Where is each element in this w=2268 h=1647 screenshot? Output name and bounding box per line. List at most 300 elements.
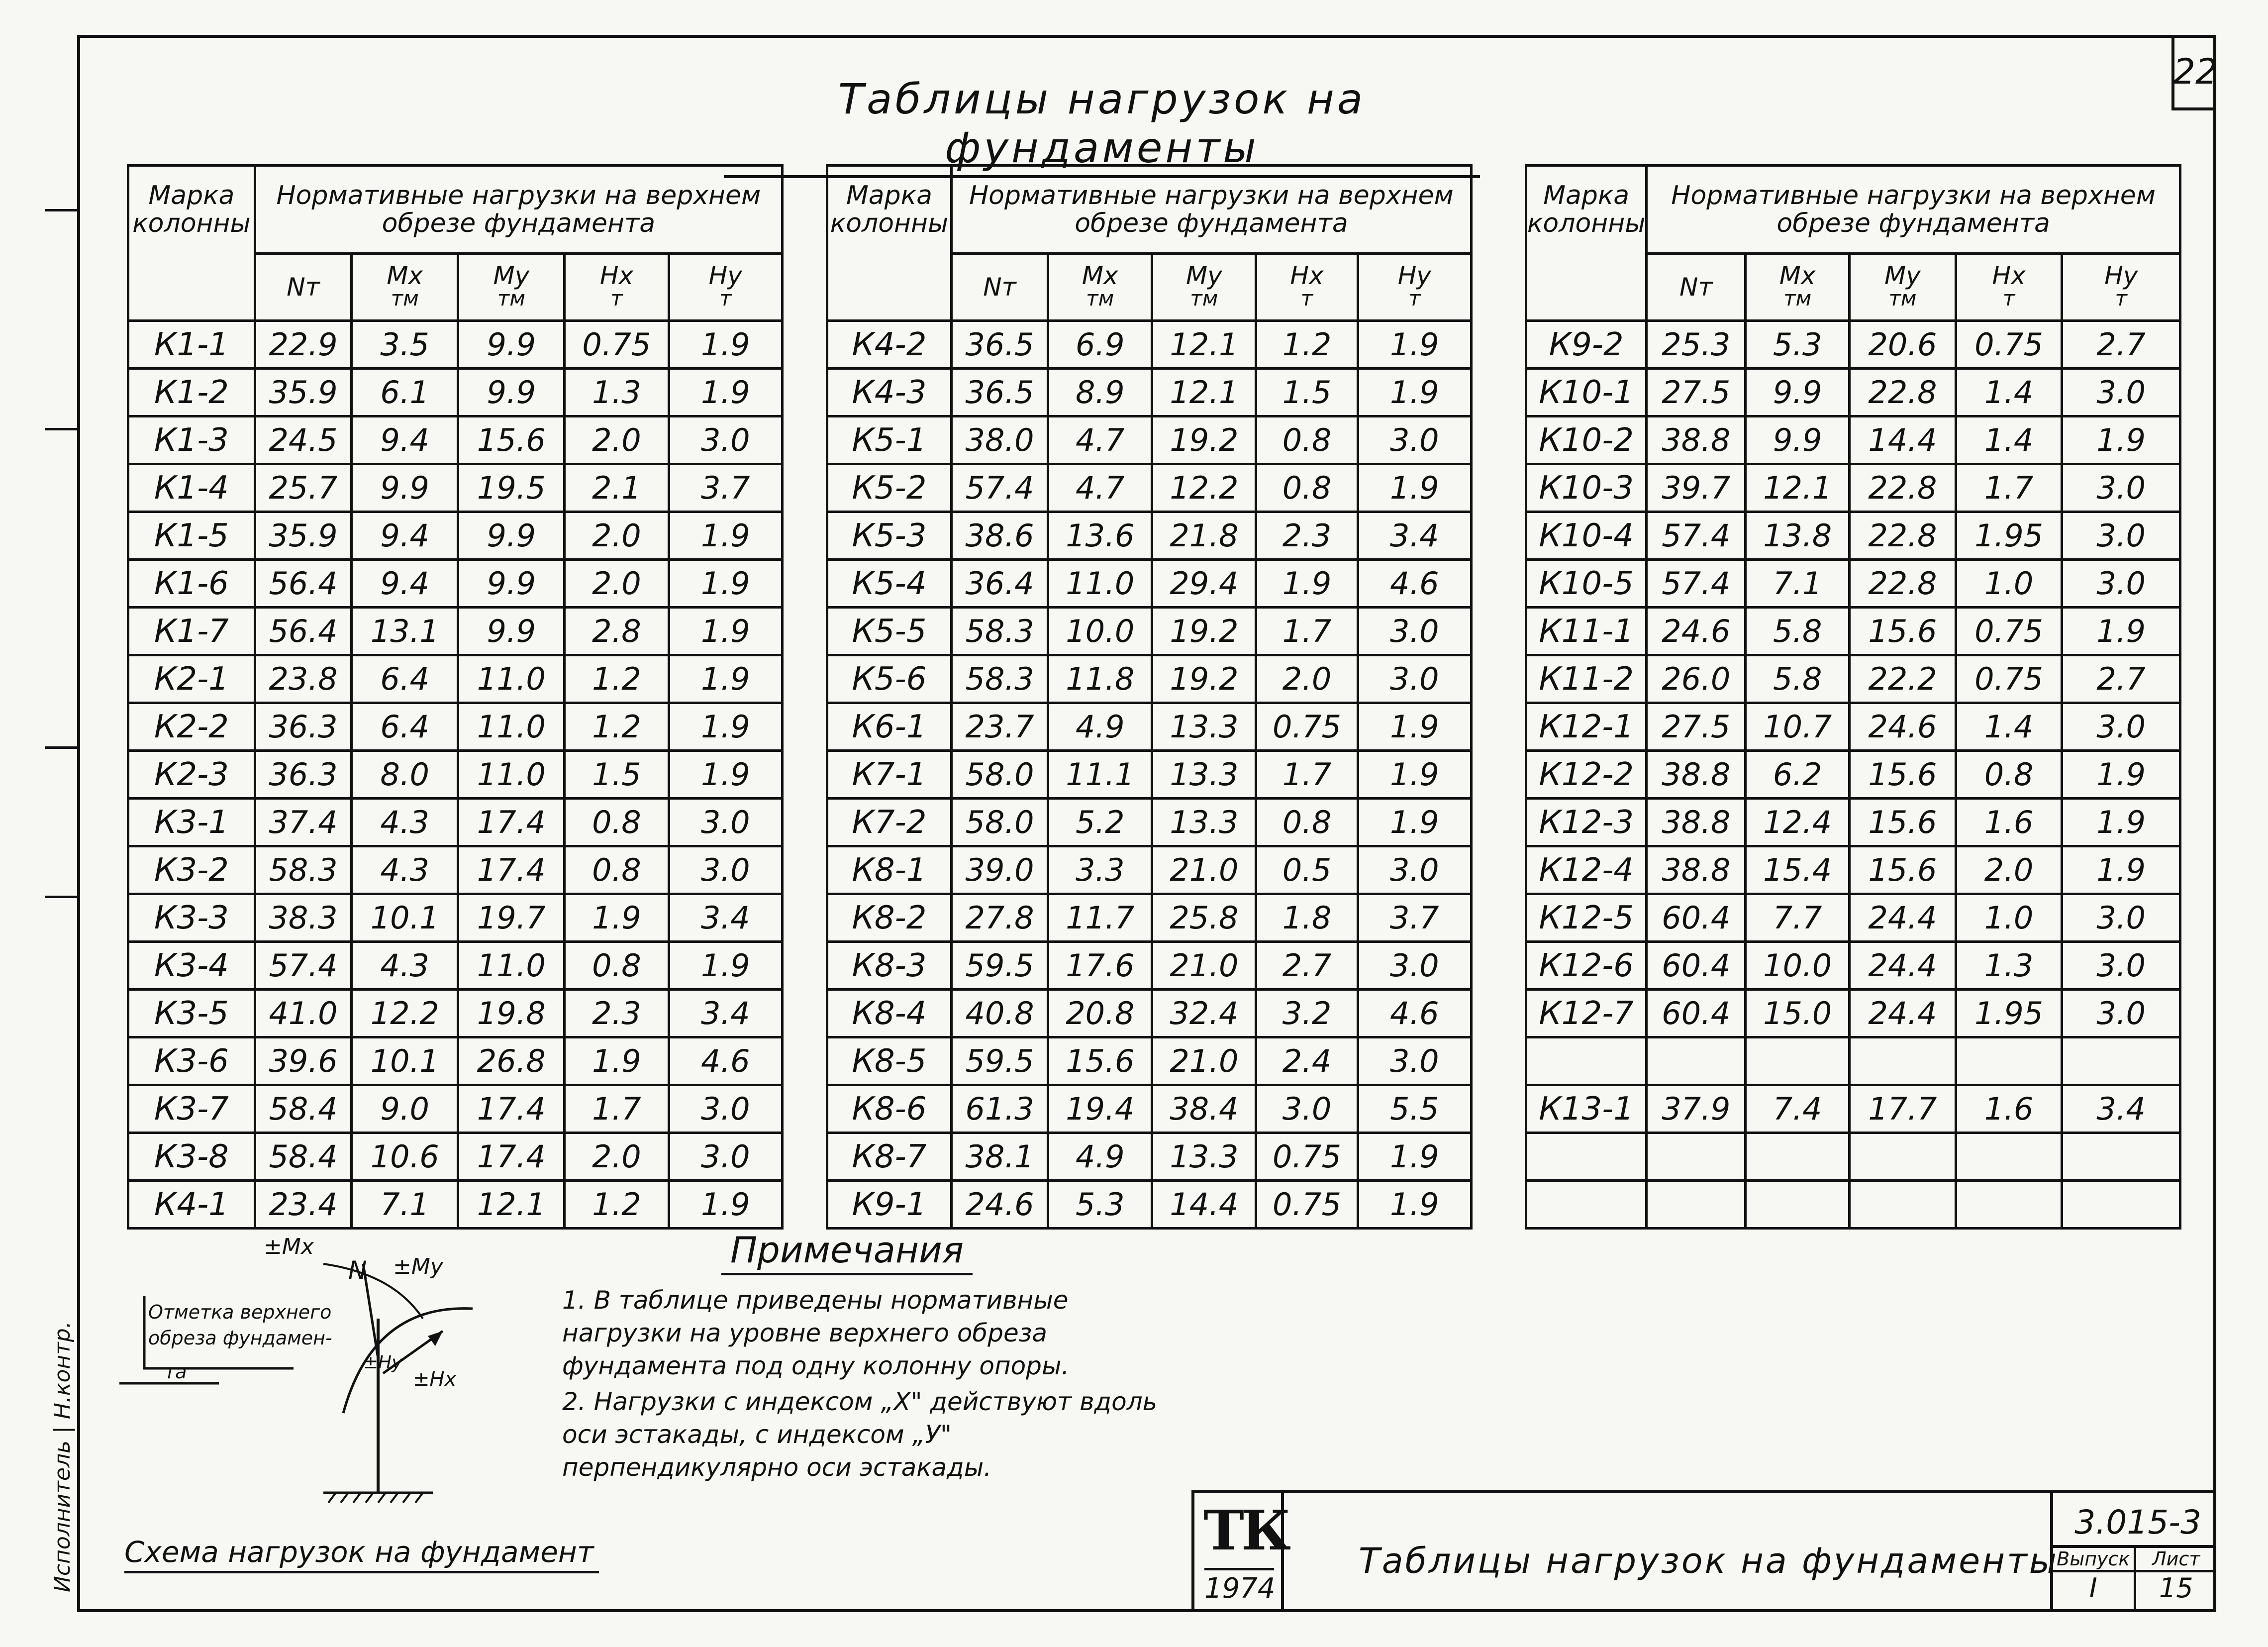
- load-value-cell: 1.9: [1256, 560, 1358, 608]
- table-row: [1526, 942, 2180, 990]
- title-block-meta: [2050, 1493, 2216, 1612]
- notes-text: [562, 1284, 1189, 1487]
- load-value-cell: 24.5: [255, 416, 351, 464]
- loads-group-header: Нормативные нагрузки на верхнем обрезе фундамента: [1647, 166, 2180, 254]
- load-value-cell: 29.4: [1152, 560, 1256, 608]
- table-row: [827, 655, 1472, 703]
- load-value-cell: 15.0: [1746, 990, 1850, 1037]
- load-value-cell: 61.3: [951, 1085, 1048, 1133]
- load-value-cell: 9.9: [458, 608, 565, 655]
- load-value-cell: 27.5: [1647, 703, 1746, 751]
- notes-title: Примечания: [721, 1229, 973, 1275]
- load-value-cell: 40.8: [951, 990, 1048, 1037]
- load-value-cell: 1.9: [1358, 464, 1471, 512]
- load-value-cell: 11.0: [458, 655, 565, 703]
- column-mark-cell: К3-6: [128, 1037, 255, 1085]
- load-value-cell: 12.1: [458, 1181, 565, 1229]
- table-row: [827, 321, 1472, 369]
- table-row: [128, 1037, 783, 1085]
- load-value-cell: 3.0: [2062, 560, 2180, 608]
- load-value-cell: 6.4: [352, 703, 458, 751]
- loads-group-header: Нормативные нагрузки на верхнем обрезе фундамента: [951, 166, 1471, 254]
- load-value-cell: 35.9: [255, 512, 351, 560]
- load-value-cell: 5.8: [1746, 608, 1850, 655]
- load-value-cell: 0.75: [1956, 321, 2062, 369]
- table-row: [128, 703, 783, 751]
- load-value-cell: 1.9: [669, 608, 782, 655]
- load-value-cell: 58.3: [255, 846, 351, 894]
- column-mark-cell: К4-1: [128, 1181, 255, 1229]
- column-mark-cell: К12-3: [1526, 799, 1647, 846]
- load-value-cell: 3.0: [2062, 369, 2180, 416]
- column-mark-cell: К8-2: [827, 894, 952, 942]
- table-row: [827, 846, 1472, 894]
- load-value-cell: 0.75: [1256, 1133, 1358, 1181]
- load-value-cell: 1.95: [1956, 990, 2062, 1037]
- load-value-cell: 23.8: [255, 655, 351, 703]
- column-mark-cell: К3-1: [128, 799, 255, 846]
- load-value-cell: 4.6: [669, 1037, 782, 1085]
- load-value-cell: 1.2: [1256, 321, 1358, 369]
- load-value-cell: 58.4: [255, 1133, 351, 1181]
- load-value-cell: 38.3: [255, 894, 351, 942]
- load-value-cell: 1.7: [565, 1085, 669, 1133]
- load-value-cell: [1956, 1133, 2062, 1181]
- load-value-cell: 9.4: [352, 512, 458, 560]
- load-value-cell: 22.2: [1850, 655, 1956, 703]
- load-value-cell: 5.5: [1358, 1085, 1471, 1133]
- load-value-cell: 2.0: [565, 560, 669, 608]
- load-value-cell: 17.6: [1048, 942, 1152, 990]
- load-value-cell: 10.7: [1746, 703, 1850, 751]
- load-value-cell: 17.4: [458, 799, 565, 846]
- load-value-cell: 1.6: [1956, 1085, 2062, 1133]
- load-value-cell: 1.9: [2062, 846, 2180, 894]
- load-value-cell: 1.9: [1358, 1181, 1471, 1229]
- load-value-cell: 11.0: [458, 942, 565, 990]
- column-mark-cell: К10-3: [1526, 464, 1647, 512]
- load-value-cell: 9.4: [352, 560, 458, 608]
- load-value-cell: 12.1: [1152, 369, 1256, 416]
- table-row: [1526, 751, 2180, 799]
- load-value-cell: 21.0: [1152, 1037, 1256, 1085]
- load-value-cell: 7.1: [1746, 560, 1850, 608]
- diagram-caption: Схема нагрузок на фундамент: [124, 1535, 599, 1573]
- load-value-cell: 3.2: [1256, 990, 1358, 1037]
- table-row: [1526, 655, 2180, 703]
- table-row: [1526, 1133, 2180, 1181]
- loads-table-3: [1525, 164, 2181, 1230]
- column-mark-cell: К8-7: [827, 1133, 952, 1181]
- load-value-cell: 3.5: [352, 321, 458, 369]
- col-header-hx: Hx т: [1956, 254, 2062, 321]
- load-value-cell: 1.7: [1956, 464, 2062, 512]
- load-value-cell: 10.0: [1746, 942, 1850, 990]
- load-value-cell: 7.1: [352, 1181, 458, 1229]
- table-row: [827, 416, 1472, 464]
- load-value-cell: 22.8: [1850, 464, 1956, 512]
- load-value-cell: 4.7: [1048, 416, 1152, 464]
- table-row: [128, 608, 783, 655]
- load-value-cell: 1.9: [2062, 608, 2180, 655]
- col-header-my: My тм: [1850, 254, 1956, 321]
- table-row: [1526, 369, 2180, 416]
- level-label-line3: та: [164, 1361, 187, 1383]
- col-header-my: My тм: [1152, 254, 1256, 321]
- table-row: [128, 369, 783, 416]
- col-header-nt: Nт: [255, 254, 351, 321]
- load-value-cell: 15.4: [1746, 846, 1850, 894]
- load-value-cell: 20.6: [1850, 321, 1956, 369]
- load-value-cell: 3.0: [2062, 990, 2180, 1037]
- col-header-hx: Hx т: [1256, 254, 1358, 321]
- load-value-cell: 24.4: [1850, 990, 1956, 1037]
- table-row: [128, 464, 783, 512]
- col-header-mx: Mx тм: [352, 254, 458, 321]
- load-value-cell: 58.3: [951, 608, 1048, 655]
- table-row: [1526, 846, 2180, 894]
- load-value-cell: 25.8: [1152, 894, 1256, 942]
- load-value-cell: 1.9: [669, 512, 782, 560]
- load-value-cell: 9.9: [458, 369, 565, 416]
- load-value-cell: 3.0: [1358, 608, 1471, 655]
- load-value-cell: 21.0: [1152, 942, 1256, 990]
- load-value-cell: 11.0: [458, 703, 565, 751]
- load-value-cell: 19.2: [1152, 608, 1256, 655]
- load-value-cell: 0.8: [565, 799, 669, 846]
- mark-column-header: Марка колонны: [128, 166, 255, 321]
- load-value-cell: 36.3: [255, 703, 351, 751]
- load-value-cell: 36.4: [951, 560, 1048, 608]
- col-header-mx: Mx тм: [1746, 254, 1850, 321]
- load-value-cell: 3.0: [1358, 942, 1471, 990]
- load-value-cell: 15.6: [1850, 751, 1956, 799]
- column-mark-cell: К1-5: [128, 512, 255, 560]
- load-value-cell: 57.4: [1647, 560, 1746, 608]
- column-mark-cell: К1-1: [128, 321, 255, 369]
- load-value-cell: 1.9: [1358, 703, 1471, 751]
- load-value-cell: 15.6: [1850, 608, 1956, 655]
- load-value-cell: 4.9: [1048, 1133, 1152, 1181]
- load-value-cell: 26.0: [1647, 655, 1746, 703]
- column-mark-cell: К8-3: [827, 942, 952, 990]
- load-value-cell: 36.5: [951, 369, 1048, 416]
- load-value-cell: 0.8: [565, 942, 669, 990]
- label-mx: ±Mx: [264, 1234, 314, 1259]
- load-value-cell: 1.7: [1256, 751, 1358, 799]
- load-value-cell: 58.4: [255, 1085, 351, 1133]
- load-value-cell: 11.1: [1048, 751, 1152, 799]
- load-value-cell: 25.3: [1647, 321, 1746, 369]
- load-value-cell: 4.3: [352, 799, 458, 846]
- note-item-1: 1. В таблице приведены нормативные нагрузки на уровне верхнего обреза фундамента под одну колонну опоры.: [562, 1286, 1070, 1380]
- load-value-cell: 0.75: [1256, 703, 1358, 751]
- label-hx: ±Hx: [413, 1368, 457, 1391]
- page-title: Таблицы нагрузок на фундаменты: [724, 75, 1480, 178]
- load-value-cell: [1647, 1133, 1746, 1181]
- load-value-cell: 1.0: [1956, 894, 2062, 942]
- col-header-hx: Hx т: [565, 254, 669, 321]
- load-value-cell: 2.8: [565, 608, 669, 655]
- load-value-cell: 7.4: [1746, 1085, 1850, 1133]
- table-row: [827, 703, 1472, 751]
- load-value-cell: 2.3: [565, 990, 669, 1037]
- load-value-cell: [1956, 1181, 2062, 1229]
- load-value-cell: 1.3: [565, 369, 669, 416]
- level-label-line1: Отметка верхнего: [148, 1301, 332, 1323]
- load-value-cell: 3.0: [2062, 942, 2180, 990]
- load-value-cell: 36.5: [951, 321, 1048, 369]
- table-row: [827, 608, 1472, 655]
- load-value-cell: 2.0: [565, 512, 669, 560]
- load-value-cell: 4.3: [352, 942, 458, 990]
- load-value-cell: [2062, 1037, 2180, 1085]
- load-value-cell: 1.4: [1956, 416, 2062, 464]
- column-mark-cell: [1526, 1133, 1647, 1181]
- load-value-cell: 0.8: [1256, 464, 1358, 512]
- column-mark-cell: К3-7: [128, 1085, 255, 1133]
- load-value-cell: 19.7: [458, 894, 565, 942]
- load-value-cell: 0.5: [1256, 846, 1358, 894]
- load-value-cell: [1850, 1133, 1956, 1181]
- load-value-cell: 0.8: [1256, 416, 1358, 464]
- load-value-cell: 37.9: [1647, 1085, 1746, 1133]
- load-value-cell: 1.9: [1358, 751, 1471, 799]
- load-value-cell: 7.7: [1746, 894, 1850, 942]
- load-value-cell: 2.3: [1256, 512, 1358, 560]
- table-row: [827, 894, 1472, 942]
- col-header-nt: Nт: [1647, 254, 1746, 321]
- load-value-cell: 60.4: [1647, 894, 1746, 942]
- load-value-cell: 21.0: [1152, 846, 1256, 894]
- load-value-cell: 1.2: [565, 1181, 669, 1229]
- load-value-cell: 38.8: [1647, 799, 1746, 846]
- load-value-cell: [1746, 1037, 1850, 1085]
- load-value-cell: 9.9: [1746, 416, 1850, 464]
- load-value-cell: 6.9: [1048, 321, 1152, 369]
- table-row: [1526, 990, 2180, 1037]
- issue-cell: Выпуск I: [2053, 1548, 2136, 1612]
- load-value-cell: 56.4: [255, 560, 351, 608]
- table-row: [1526, 799, 2180, 846]
- load-value-cell: 1.9: [669, 321, 782, 369]
- column-mark-cell: К3-4: [128, 942, 255, 990]
- load-value-cell: 8.9: [1048, 369, 1152, 416]
- column-mark-cell: К10-4: [1526, 512, 1647, 560]
- load-value-cell: 6.2: [1746, 751, 1850, 799]
- load-value-cell: 3.0: [2062, 894, 2180, 942]
- load-value-cell: 3.4: [669, 990, 782, 1037]
- load-value-cell: 58.0: [951, 751, 1048, 799]
- load-value-cell: 38.4: [1152, 1085, 1256, 1133]
- load-value-cell: 1.9: [2062, 751, 2180, 799]
- load-value-cell: 2.0: [565, 1133, 669, 1181]
- load-value-cell: 38.8: [1647, 416, 1746, 464]
- load-value-cell: 25.7: [255, 464, 351, 512]
- load-value-cell: 57.4: [255, 942, 351, 990]
- load-value-cell: [1956, 1037, 2062, 1085]
- load-value-cell: 36.3: [255, 751, 351, 799]
- load-value-cell: 24.4: [1850, 942, 1956, 990]
- load-value-cell: 3.0: [2062, 512, 2180, 560]
- load-value-cell: 57.4: [951, 464, 1048, 512]
- load-value-cell: 41.0: [255, 990, 351, 1037]
- load-value-cell: 13.3: [1152, 703, 1256, 751]
- table-row: [128, 1133, 783, 1181]
- load-value-cell: 10.1: [352, 1037, 458, 1085]
- table-row: [1526, 1181, 2180, 1229]
- column-mark-cell: К7-2: [827, 799, 952, 846]
- load-value-cell: [2062, 1181, 2180, 1229]
- column-mark-cell: К1-2: [128, 369, 255, 416]
- table-row: [128, 799, 783, 846]
- table-row: [1526, 1085, 2180, 1133]
- table-row: [827, 464, 1472, 512]
- column-mark-cell: К2-3: [128, 751, 255, 799]
- load-value-cell: 1.9: [669, 942, 782, 990]
- column-mark-cell: К5-6: [827, 655, 952, 703]
- load-value-cell: 0.8: [1256, 799, 1358, 846]
- column-mark-cell: К5-4: [827, 560, 952, 608]
- column-mark-cell: К7-1: [827, 751, 952, 799]
- load-value-cell: 3.0: [669, 846, 782, 894]
- table-row: [1526, 512, 2180, 560]
- mark-column-header: Марка колонны: [827, 166, 952, 321]
- load-value-cell: 1.0: [1956, 560, 2062, 608]
- load-value-cell: 27.8: [951, 894, 1048, 942]
- title-block-title: Таблицы нагрузок на фундаменты: [1359, 1541, 2059, 1581]
- load-value-cell: 39.0: [951, 846, 1048, 894]
- load-value-cell: 4.9: [1048, 703, 1152, 751]
- load-value-cell: 1.9: [565, 894, 669, 942]
- load-value-cell: 3.0: [1256, 1085, 1358, 1133]
- column-mark-cell: К8-6: [827, 1085, 952, 1133]
- table-row: [827, 560, 1472, 608]
- load-value-cell: 24.6: [1647, 608, 1746, 655]
- load-value-cell: 4.3: [352, 846, 458, 894]
- margin-stamp-text: Исполнитель | Н.контр.: [50, 1321, 75, 1592]
- load-value-cell: 0.75: [1956, 655, 2062, 703]
- load-value-cell: 32.4: [1152, 990, 1256, 1037]
- column-mark-cell: К5-5: [827, 608, 952, 655]
- column-mark-cell: К12-4: [1526, 846, 1647, 894]
- load-value-cell: 2.1: [565, 464, 669, 512]
- load-value-cell: 9.9: [352, 464, 458, 512]
- load-value-cell: 19.2: [1152, 416, 1256, 464]
- column-mark-cell: К11-2: [1526, 655, 1647, 703]
- loads-group-header: Нормативные нагрузки на верхнем обрезе фундамента: [255, 166, 782, 254]
- load-value-cell: 17.4: [458, 846, 565, 894]
- column-mark-cell: К1-3: [128, 416, 255, 464]
- load-value-cell: 0.75: [1256, 1181, 1358, 1229]
- load-value-cell: 6.1: [352, 369, 458, 416]
- column-mark-cell: К8-4: [827, 990, 952, 1037]
- table-row: [1526, 560, 2180, 608]
- load-value-cell: 11.8: [1048, 655, 1152, 703]
- load-value-cell: 24.6: [1850, 703, 1956, 751]
- load-value-cell: 1.9: [669, 655, 782, 703]
- table-row: [128, 560, 783, 608]
- column-mark-cell: К4-2: [827, 321, 952, 369]
- sheet-number: 22: [2171, 36, 2216, 110]
- load-value-cell: 22.8: [1850, 512, 1956, 560]
- load-value-cell: [1746, 1133, 1850, 1181]
- table-row: [827, 799, 1472, 846]
- load-value-cell: 3.0: [1358, 655, 1471, 703]
- load-value-cell: 0.75: [565, 321, 669, 369]
- load-value-cell: [1746, 1181, 1850, 1229]
- table-row: [128, 1181, 783, 1229]
- load-value-cell: 10.6: [352, 1133, 458, 1181]
- load-value-cell: 1.2: [565, 655, 669, 703]
- load-value-cell: 38.6: [951, 512, 1048, 560]
- load-value-cell: 3.4: [669, 894, 782, 942]
- load-value-cell: 0.8: [1956, 751, 2062, 799]
- load-value-cell: 23.4: [255, 1181, 351, 1229]
- load-scheme-drawing: [114, 1234, 522, 1513]
- load-value-cell: 14.4: [1850, 416, 1956, 464]
- load-value-cell: 3.0: [2062, 464, 2180, 512]
- column-mark-cell: К12-6: [1526, 942, 1647, 990]
- load-value-cell: 13.8: [1746, 512, 1850, 560]
- load-value-cell: [1647, 1037, 1746, 1085]
- load-value-cell: 1.2: [565, 703, 669, 751]
- table-row: [1526, 1037, 2180, 1085]
- col-header-nt: Nт: [951, 254, 1048, 321]
- load-value-cell: 37.4: [255, 799, 351, 846]
- load-value-cell: 1.8: [1256, 894, 1358, 942]
- load-value-cell: 3.4: [1358, 512, 1471, 560]
- load-value-cell: 17.4: [458, 1133, 565, 1181]
- load-value-cell: 24.4: [1850, 894, 1956, 942]
- organization-logo: ТК 1974: [1194, 1493, 1284, 1612]
- load-value-cell: 5.8: [1746, 655, 1850, 703]
- column-mark-cell: [1526, 1181, 1647, 1229]
- column-mark-cell: К12-7: [1526, 990, 1647, 1037]
- load-value-cell: 2.4: [1256, 1037, 1358, 1085]
- load-value-cell: 9.4: [352, 416, 458, 464]
- load-value-cell: 3.0: [1358, 846, 1471, 894]
- load-value-cell: 27.5: [1647, 369, 1746, 416]
- load-value-cell: 15.6: [1850, 846, 1956, 894]
- sheet-cell: Лист 15: [2136, 1548, 2217, 1612]
- table-row: [128, 751, 783, 799]
- label-n: N: [348, 1256, 367, 1285]
- mark-column-header: Марка колонны: [1526, 166, 1647, 321]
- load-value-cell: 60.4: [1647, 942, 1746, 990]
- column-mark-cell: К10-5: [1526, 560, 1647, 608]
- load-value-cell: 22.8: [1850, 560, 1956, 608]
- load-value-cell: 1.9: [565, 1037, 669, 1085]
- table-row: [1526, 321, 2180, 369]
- column-mark-cell: К10-1: [1526, 369, 1647, 416]
- column-mark-cell: [1526, 1037, 1647, 1085]
- label-my: ±My: [393, 1254, 443, 1279]
- load-value-cell: 4.6: [1358, 990, 1471, 1037]
- load-value-cell: 9.0: [352, 1085, 458, 1133]
- column-mark-cell: К10-2: [1526, 416, 1647, 464]
- load-value-cell: 23.7: [951, 703, 1048, 751]
- column-mark-cell: К5-2: [827, 464, 952, 512]
- load-value-cell: 1.9: [1358, 799, 1471, 846]
- load-value-cell: [2062, 1133, 2180, 1181]
- loads-table-1: [127, 164, 784, 1230]
- table-row: [1526, 703, 2180, 751]
- table-row: [1526, 894, 2180, 942]
- load-value-cell: 59.5: [951, 942, 1048, 990]
- load-value-cell: 1.5: [565, 751, 669, 799]
- column-mark-cell: К12-2: [1526, 751, 1647, 799]
